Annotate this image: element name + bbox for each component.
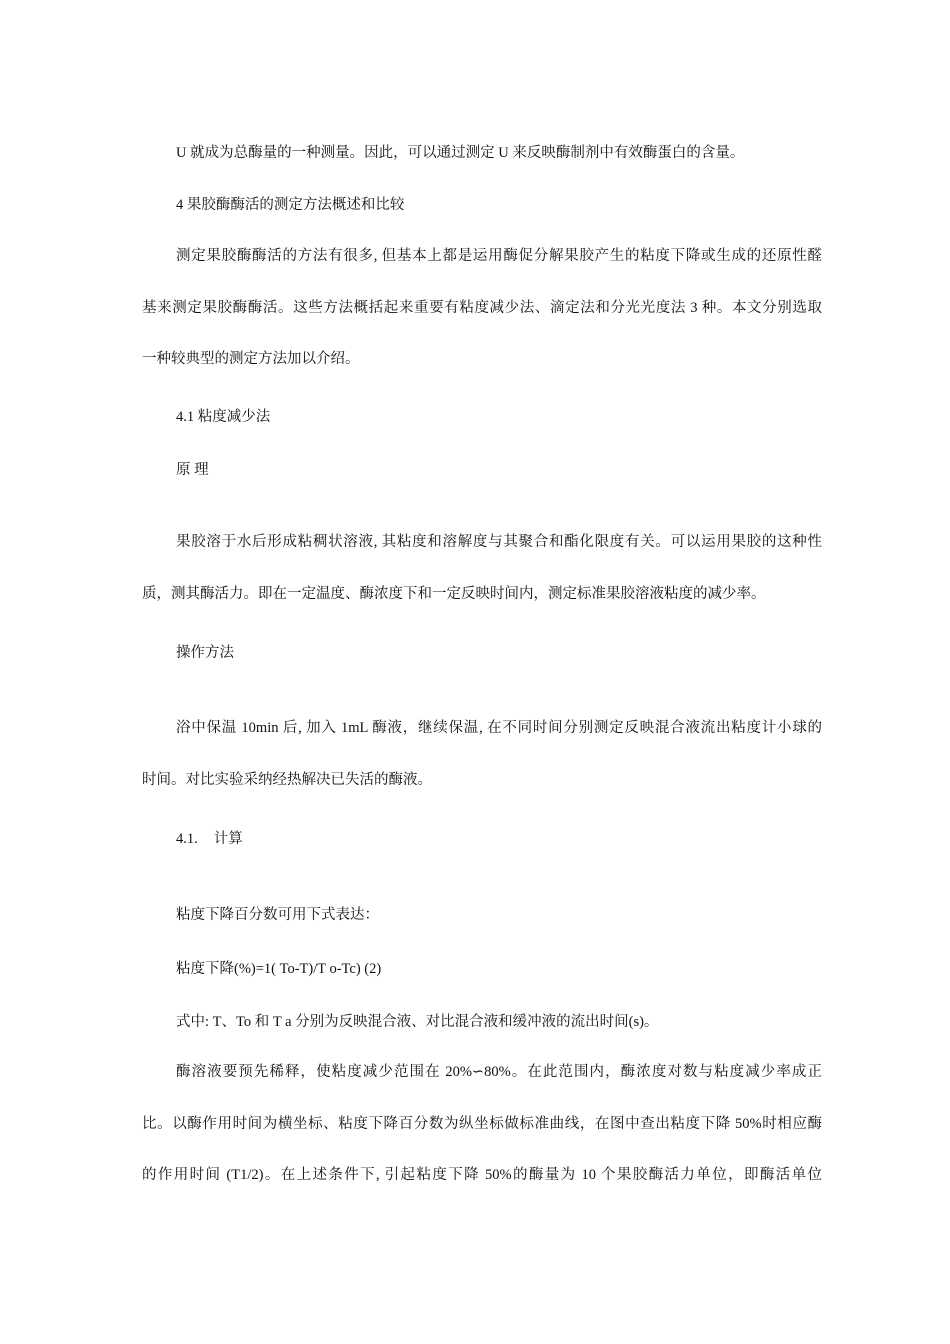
subheading-procedure: 操作方法 <box>176 645 234 661</box>
formula-line: 粘度下降(%)=1( To-T)/T o-Tc) (2) <box>176 961 382 977</box>
paragraph-line: 式中: T、To 和 T a 分别为反映混合液、对比混合液和缓冲液的流出时间(s)。 <box>176 1014 659 1030</box>
section-title: 计算 <box>213 831 243 847</box>
paragraph-line: 粘度下降百分数可用下式表达： <box>176 907 379 923</box>
subheading-principle: 原 理 <box>176 462 209 478</box>
paragraph-line: 测定果胶酶酶活的方法有很多, 但基本上都是运用酶促分解果胶产生的粘度下降或生成的还原性醛 <box>176 248 822 264</box>
paragraph-line: 的作用时间 (T1/2)。在上述条件下, 引起粘度下降 50%的酶量为 10 个果胶酶活力单位，即酶活单位 <box>142 1167 822 1183</box>
subsection-heading-calc <box>176 829 822 849</box>
paragraph-line: 基来测定果胶酶酶活。这些方法概括起来重要有粘度减少法、滴定法和分光光度法 3 种。本文分别选取 <box>142 300 822 316</box>
paragraph-line: 时间。对比实验采纳经热解决已失活的酶液。 <box>142 772 432 788</box>
paragraph-line: 质，测其酶活力。即在一定温度、酶浓度下和一定反映时间内，测定标准果胶溶液粘度的减少率。 <box>142 586 766 602</box>
paragraph-line: 果胶溶于水后形成粘稠状溶液, 其粘度和溶解度与其聚合和酯化限度有关。可以运用果胶的这种性 <box>176 534 822 550</box>
section-number: 4.1. <box>176 831 198 847</box>
subsection-heading: 4.1 粘度减少法 <box>176 409 271 425</box>
section-heading: 4 果胶酶酶活的测定方法概述和比较 <box>176 197 405 213</box>
paragraph-line: U 就成为总酶量的一种测量。因此，可以通过测定 U 来反映酶制剂中有效酶蛋白的含量。 <box>176 145 745 161</box>
paragraph-line: 浴中保温 10min 后, 加入 1mL 酶液，继续保温, 在不同时间分别测定反映混合液流出粘度计小球的 <box>176 720 822 736</box>
paragraph-line: 一种较典型的测定方法加以介绍。 <box>142 351 360 367</box>
paragraph-line: 比。以酶作用时间为横坐标、粘度下降百分数为纵坐标做标准曲线，在图中查出粘度下降 50%时相应酶 <box>142 1116 822 1132</box>
paragraph-line: 酶溶液要预先稀释，使粘度减少范围在 20%∽80%。在此范围内，酶浓度对数与粘度减少率成正 <box>176 1064 822 1080</box>
